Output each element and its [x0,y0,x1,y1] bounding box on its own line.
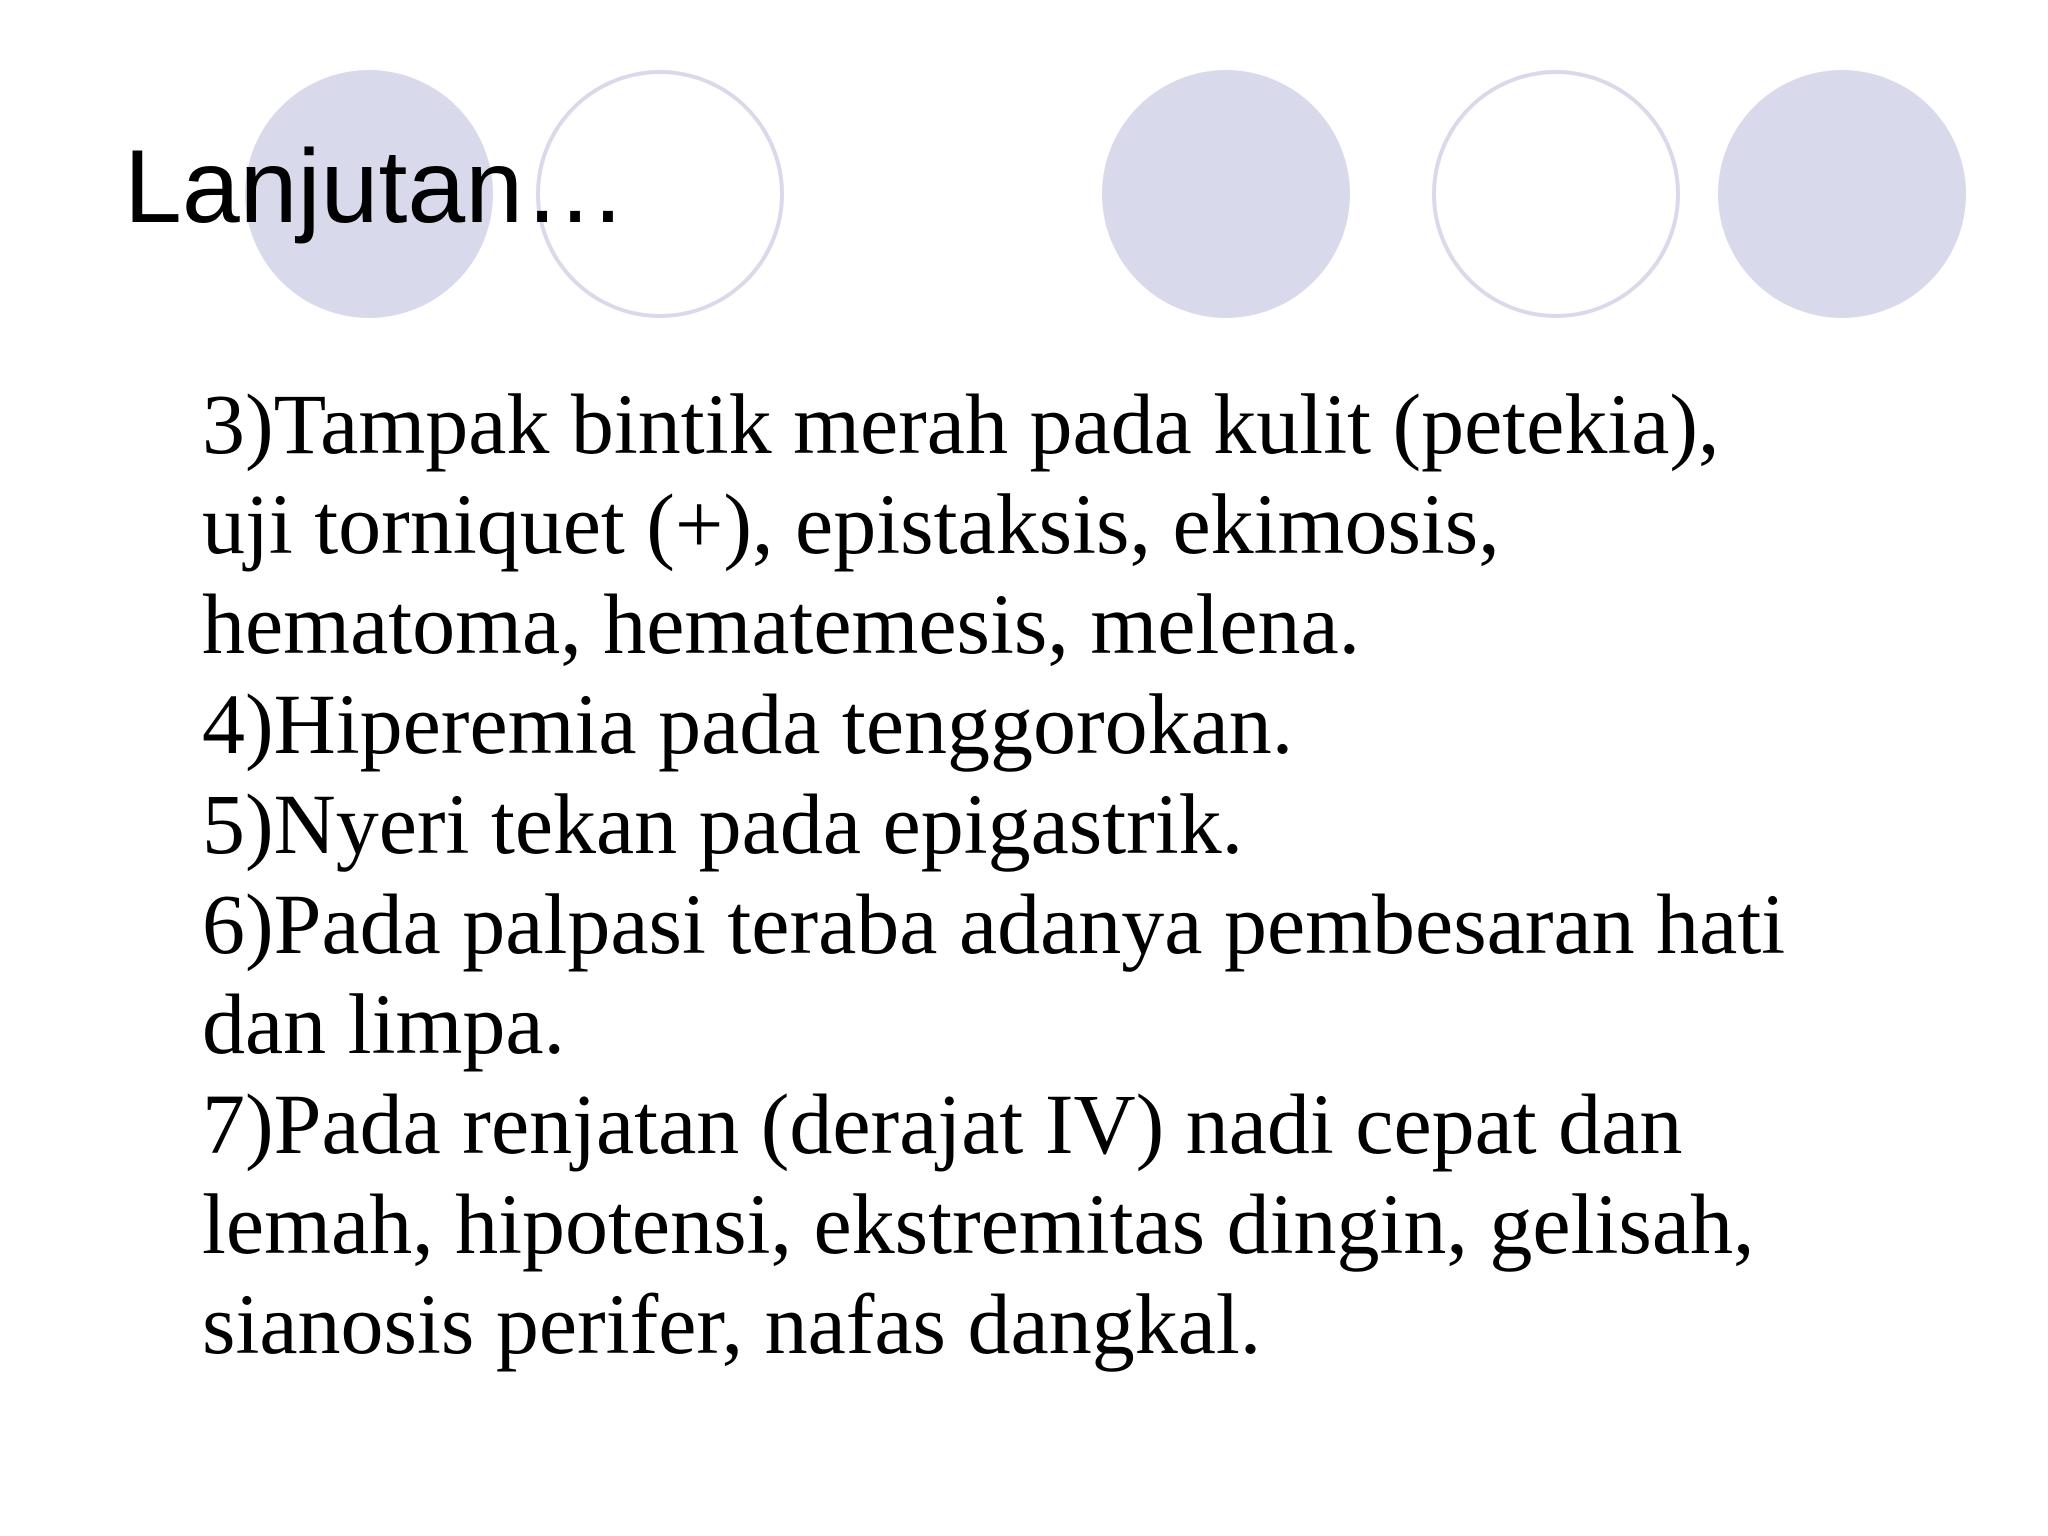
body-line: 7)Pada renjatan (derajat IV) nadi cepat dan [202,1076,1683,1172]
body-line: 4)Hiperemia pada tenggorokan. [202,676,1294,772]
body-line: dan limpa. [202,976,566,1072]
decorative-circle-filled [1718,70,1966,318]
body-line: 6)Pada palpasi teraba adanya pembesaran hati [202,876,1786,972]
slide-title: Lanjutan… [124,129,628,245]
slide-body [202,374,2002,1374]
body-line: 3)Tampak bintik merah pada kulit (petekia), [202,376,1720,472]
body-line: hematoma, hematemesis, melena. [202,576,1361,672]
decorative-circle-outline [1432,70,1680,318]
body-line: uji torniquet (+), epistaksis, ekimosis, [202,476,1500,572]
body-line: sianosis perifer, nafas dangkal. [202,1276,1262,1372]
body-line: lemah, hipotensi, ekstremitas dingin, gelisah, [202,1176,1755,1272]
body-line: 5)Nyeri tekan pada epigastrik. [202,776,1244,872]
decorative-circle-filled [1102,70,1350,318]
